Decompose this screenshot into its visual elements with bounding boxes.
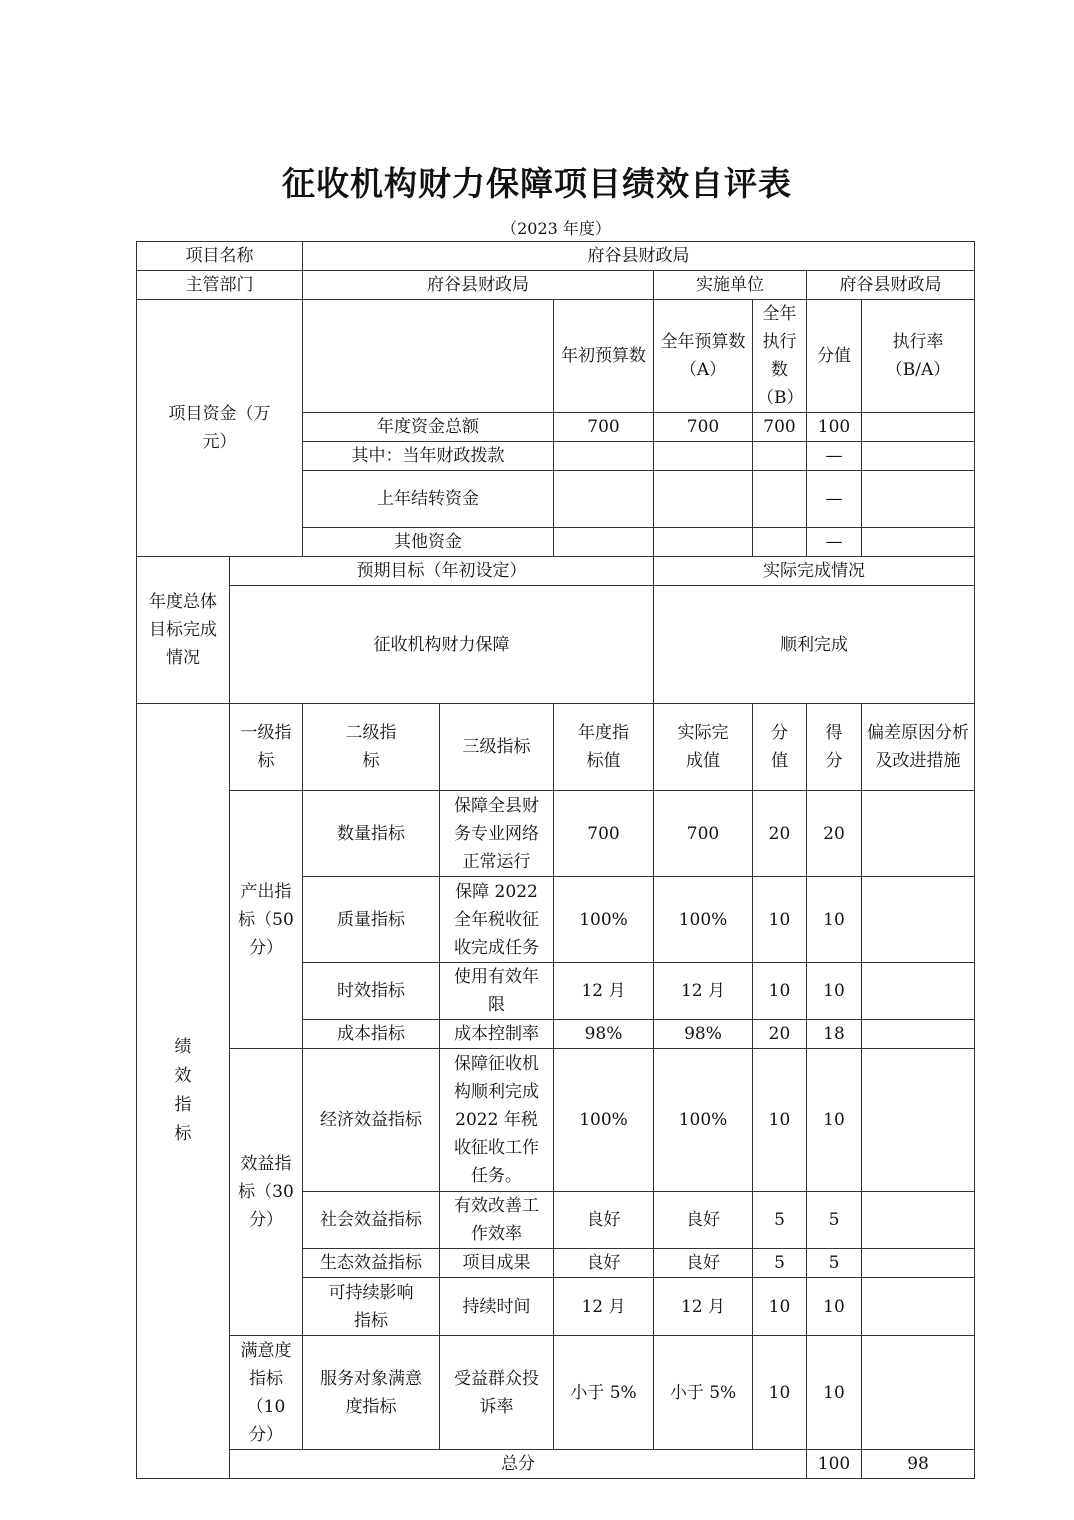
total-label: 总分	[230, 1450, 807, 1479]
perf-weight: 5	[753, 1192, 807, 1249]
perf-weight: 10	[753, 1278, 807, 1336]
perf-deviation	[862, 1192, 975, 1249]
perf-header: 一级指标	[230, 704, 303, 791]
perf-l2: 成本指标	[303, 1020, 440, 1049]
perf-l2: 时效指标	[303, 963, 440, 1020]
perf-deviation	[862, 1249, 975, 1278]
perf-score: 18	[807, 1020, 862, 1049]
perf-actual: 100%	[654, 1049, 753, 1192]
perf-l3: 保障征收机构顺利完成 2022 年税收征收工作任务。	[440, 1049, 554, 1192]
perf-target: 100%	[554, 877, 654, 963]
page-title: 征收机构财力保障项目绩效自评表	[282, 164, 792, 203]
goal-expected-header: 预期目标（年初设定）	[230, 557, 654, 586]
perf-l2: 经济效益指标	[303, 1049, 440, 1192]
funds-header-weight: 分值	[807, 300, 862, 413]
perf-score: 10	[807, 1336, 862, 1450]
goal-actual-header: 实际完成情况	[654, 557, 975, 586]
perf-actual: 良好	[654, 1249, 753, 1278]
perf-target: 12 月	[554, 963, 654, 1020]
perf-weight: 10	[753, 1049, 807, 1192]
perf-target: 98%	[554, 1020, 654, 1049]
funds-row-name: 其他资金	[303, 528, 554, 557]
funds-row-exec	[753, 471, 807, 528]
evaluation-table	[136, 241, 975, 1479]
perf-l2: 可持续影响指标	[303, 1278, 440, 1336]
perf-group-name: 满意度指标（10分）	[230, 1336, 303, 1450]
perf-header: 实际完成值	[654, 704, 753, 791]
perf-score: 20	[807, 791, 862, 877]
funds-header-budget: 全年预算数（A）	[654, 300, 753, 413]
perf-label	[137, 704, 230, 1479]
perf-actual: 小于 5%	[654, 1336, 753, 1450]
perf-l3: 保障全县财务专业网络正常运行	[440, 791, 554, 877]
total-score: 98	[862, 1450, 975, 1479]
perf-weight: 5	[753, 1249, 807, 1278]
perf-score: 10	[807, 963, 862, 1020]
perf-l3: 有效改善工作效率	[440, 1192, 554, 1249]
perf-l3: 成本控制率	[440, 1020, 554, 1049]
goal-actual: 顺利完成	[654, 586, 975, 704]
perf-weight: 10	[753, 1336, 807, 1450]
perf-weight: 10	[753, 877, 807, 963]
unit-value: 府谷县财政局	[807, 271, 975, 300]
total-weight: 100	[807, 1450, 862, 1479]
funds-row-budget	[654, 442, 753, 471]
perf-weight: 20	[753, 1020, 807, 1049]
perf-l2: 社会效益指标	[303, 1192, 440, 1249]
perf-target: 良好	[554, 1249, 654, 1278]
perf-header: 分值	[753, 704, 807, 791]
perf-weight: 10	[753, 963, 807, 1020]
perf-actual: 700	[654, 791, 753, 877]
funds-row-budget	[654, 528, 753, 557]
funds-row-budget: 700	[654, 413, 753, 442]
funds-corner	[303, 300, 554, 413]
perf-deviation	[862, 1278, 975, 1336]
perf-deviation	[862, 1049, 975, 1192]
perf-target: 良好	[554, 1192, 654, 1249]
dept-value: 府谷县财政局	[303, 271, 654, 300]
perf-actual: 12 月	[654, 963, 753, 1020]
funds-row-init	[554, 442, 654, 471]
funds-row-rate	[862, 442, 975, 471]
funds-row-rate	[862, 528, 975, 557]
perf-l2: 服务对象满意度指标	[303, 1336, 440, 1450]
perf-score: 10	[807, 877, 862, 963]
perf-l2: 数量指标	[303, 791, 440, 877]
perf-score: 5	[807, 1192, 862, 1249]
funds-label: 项目资金（万元）	[137, 300, 303, 557]
funds-row-name: 上年结转资金	[303, 471, 554, 528]
perf-label-text: 绩效指标	[174, 1037, 192, 1144]
perf-l3: 持续时间	[440, 1278, 554, 1336]
perf-l3: 受益群众投诉率	[440, 1336, 554, 1450]
perf-l3: 使用有效年限	[440, 963, 554, 1020]
perf-actual: 良好	[654, 1192, 753, 1249]
perf-target: 100%	[554, 1049, 654, 1192]
funds-row-name: 其中：当年财政拨款	[303, 442, 554, 471]
funds-row-budget	[654, 471, 753, 528]
perf-header: 得分	[807, 704, 862, 791]
perf-group-name: 效益指标（30分）	[230, 1049, 303, 1336]
year-subtitle: （2023 年度）	[501, 219, 611, 238]
funds-header-init: 年初预算数	[554, 300, 654, 413]
project-name-value: 府谷县财政局	[303, 242, 975, 271]
funds-row-exec	[753, 442, 807, 471]
funds-row-rate	[862, 413, 975, 442]
perf-header: 三级指标	[440, 704, 554, 791]
funds-row-init	[554, 471, 654, 528]
perf-header: 偏差原因分析及改进措施	[862, 704, 975, 791]
perf-l2: 生态效益指标	[303, 1249, 440, 1278]
perf-deviation	[862, 963, 975, 1020]
perf-deviation	[862, 1020, 975, 1049]
funds-row-weight: 100	[807, 413, 862, 442]
perf-group-name: 产出指标（50分）	[230, 791, 303, 1049]
perf-l3: 项目成果	[440, 1249, 554, 1278]
unit-label: 实施单位	[654, 271, 807, 300]
perf-actual: 98%	[654, 1020, 753, 1049]
perf-target: 12 月	[554, 1278, 654, 1336]
goal-label: 年度总体目标完成情况	[137, 557, 230, 704]
project-name-label: 项目名称	[137, 242, 303, 271]
perf-target: 小于 5%	[554, 1336, 654, 1450]
perf-actual: 100%	[654, 877, 753, 963]
funds-row-weight: —	[807, 528, 862, 557]
perf-score: 5	[807, 1249, 862, 1278]
dept-label: 主管部门	[137, 271, 303, 300]
perf-deviation	[862, 1336, 975, 1450]
funds-row-rate	[862, 471, 975, 528]
funds-row-weight: —	[807, 442, 862, 471]
funds-row-init: 700	[554, 413, 654, 442]
goal-expected: 征收机构财力保障	[230, 586, 654, 704]
perf-score: 10	[807, 1049, 862, 1192]
funds-row-weight: —	[807, 471, 862, 528]
funds-row-exec	[753, 528, 807, 557]
perf-header: 二级指标	[303, 704, 440, 791]
perf-deviation	[862, 791, 975, 877]
perf-header: 年度指标值	[554, 704, 654, 791]
perf-deviation	[862, 877, 975, 963]
perf-weight: 20	[753, 791, 807, 877]
funds-row-name: 年度资金总额	[303, 413, 554, 442]
funds-header-rate: 执行率（B/A）	[862, 300, 975, 413]
funds-header-exec: 全年执行数（B）	[753, 300, 807, 413]
perf-target: 700	[554, 791, 654, 877]
funds-row-init	[554, 528, 654, 557]
perf-actual: 12 月	[654, 1278, 753, 1336]
perf-l2: 质量指标	[303, 877, 440, 963]
perf-l3: 保障 2022 全年税收征收完成任务	[440, 877, 554, 963]
perf-score: 10	[807, 1278, 862, 1336]
funds-row-exec: 700	[753, 413, 807, 442]
